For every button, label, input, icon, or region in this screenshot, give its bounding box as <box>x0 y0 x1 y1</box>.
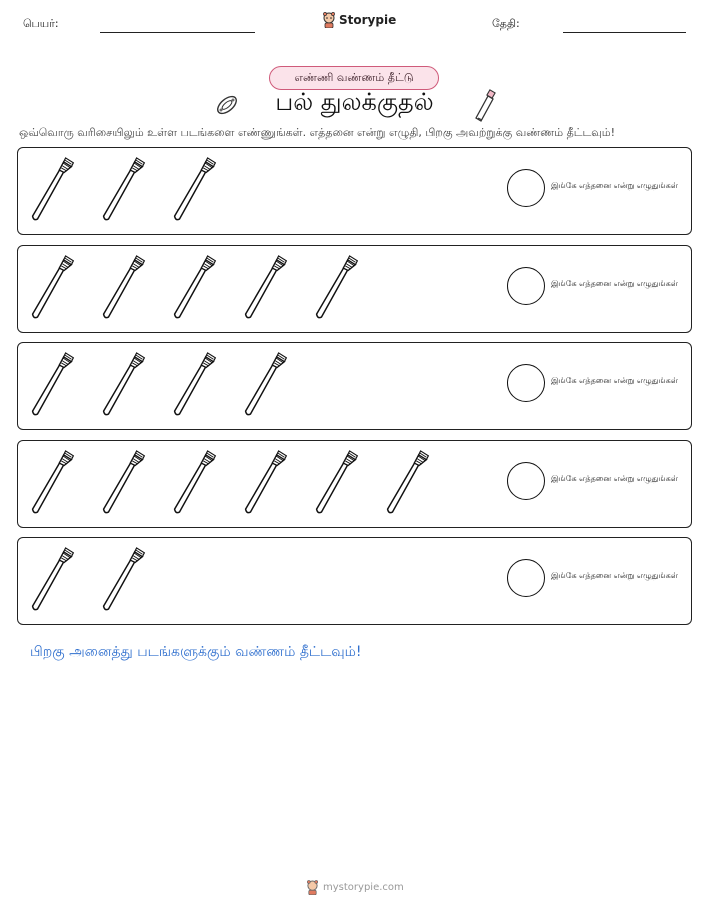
toothbrush-icon <box>383 449 431 515</box>
instructions: ஒவ்வொரு வரிசையிலும் உள்ள படங்களை எண்ணுங்கள். எத்தனை என்று எழுதி, பிறகு அவற்றுக்கு வண்ணம் தீட்டவும்! <box>19 126 616 139</box>
toothbrush-icon <box>241 449 289 515</box>
toothbrush-icon <box>28 351 76 417</box>
date-label: தேதி: <box>492 17 520 30</box>
counting-row <box>17 342 692 430</box>
site-url: mystorypie.com <box>323 882 404 893</box>
answer-label: இங்கே எத்தனை என்று எழுதுங்கள் <box>551 181 678 190</box>
name-line[interactable] <box>100 32 255 33</box>
toothbrush-icon <box>28 156 76 222</box>
answer-circle[interactable] <box>507 169 545 207</box>
answer-label: இங்கே எத்தனை என்று எழுதுங்கள் <box>551 376 678 385</box>
toothbrush-icon <box>170 254 218 320</box>
toothbrush-icon <box>241 351 289 417</box>
toothbrush-icon <box>28 254 76 320</box>
date-line[interactable] <box>563 32 686 33</box>
toothbrush-icon <box>170 449 218 515</box>
logo-text: Storypie <box>339 13 397 27</box>
counting-row <box>17 440 692 528</box>
storypie-mascot-icon <box>306 880 319 895</box>
toothpaste-icon <box>468 88 498 122</box>
footer-note: பிறகு அனைத்து படங்களுக்கும் வண்ணம் தீட்டவும்! <box>30 644 362 660</box>
answer-label: இங்கே எத்தனை என்று எழுதுங்கள் <box>551 473 678 483</box>
toothbrush-icon <box>28 546 76 612</box>
toothbrush-icon <box>170 156 218 222</box>
page-title: பல் துலக்குதல் <box>275 88 434 116</box>
toothbrush-icon <box>312 254 360 320</box>
answer-label: இங்கே எத்தனை என்று எழுதுங்கள் <box>551 571 678 580</box>
toothbrush-icon <box>312 449 360 515</box>
counting-row <box>17 537 692 625</box>
answer-circle[interactable] <box>507 462 545 500</box>
counting-row <box>17 147 692 235</box>
answer-circle[interactable] <box>507 364 545 402</box>
answer-label: இங்கே எத்தனை என்று எழுதுங்கள் <box>551 278 678 288</box>
storypie-logo <box>322 12 396 28</box>
storypie-mascot-icon <box>322 12 336 28</box>
toothbrush-icon <box>99 351 147 417</box>
toothbrush-icon <box>99 156 147 222</box>
toothbrush-icon <box>241 254 289 320</box>
toothbrush-icon <box>99 254 147 320</box>
activity-badge: எண்ணி வண்ணம் தீட்டு <box>269 66 439 90</box>
toothbrush-icon <box>99 546 147 612</box>
toothbrush-icon <box>28 449 76 515</box>
name-label: பெயர்: <box>23 17 59 30</box>
answer-circle[interactable] <box>507 559 545 597</box>
toothbrush-icon <box>170 351 218 417</box>
counting-row <box>17 245 692 333</box>
site-footer <box>306 880 404 895</box>
toothbrush-icon <box>99 449 147 515</box>
answer-circle[interactable] <box>507 267 545 305</box>
